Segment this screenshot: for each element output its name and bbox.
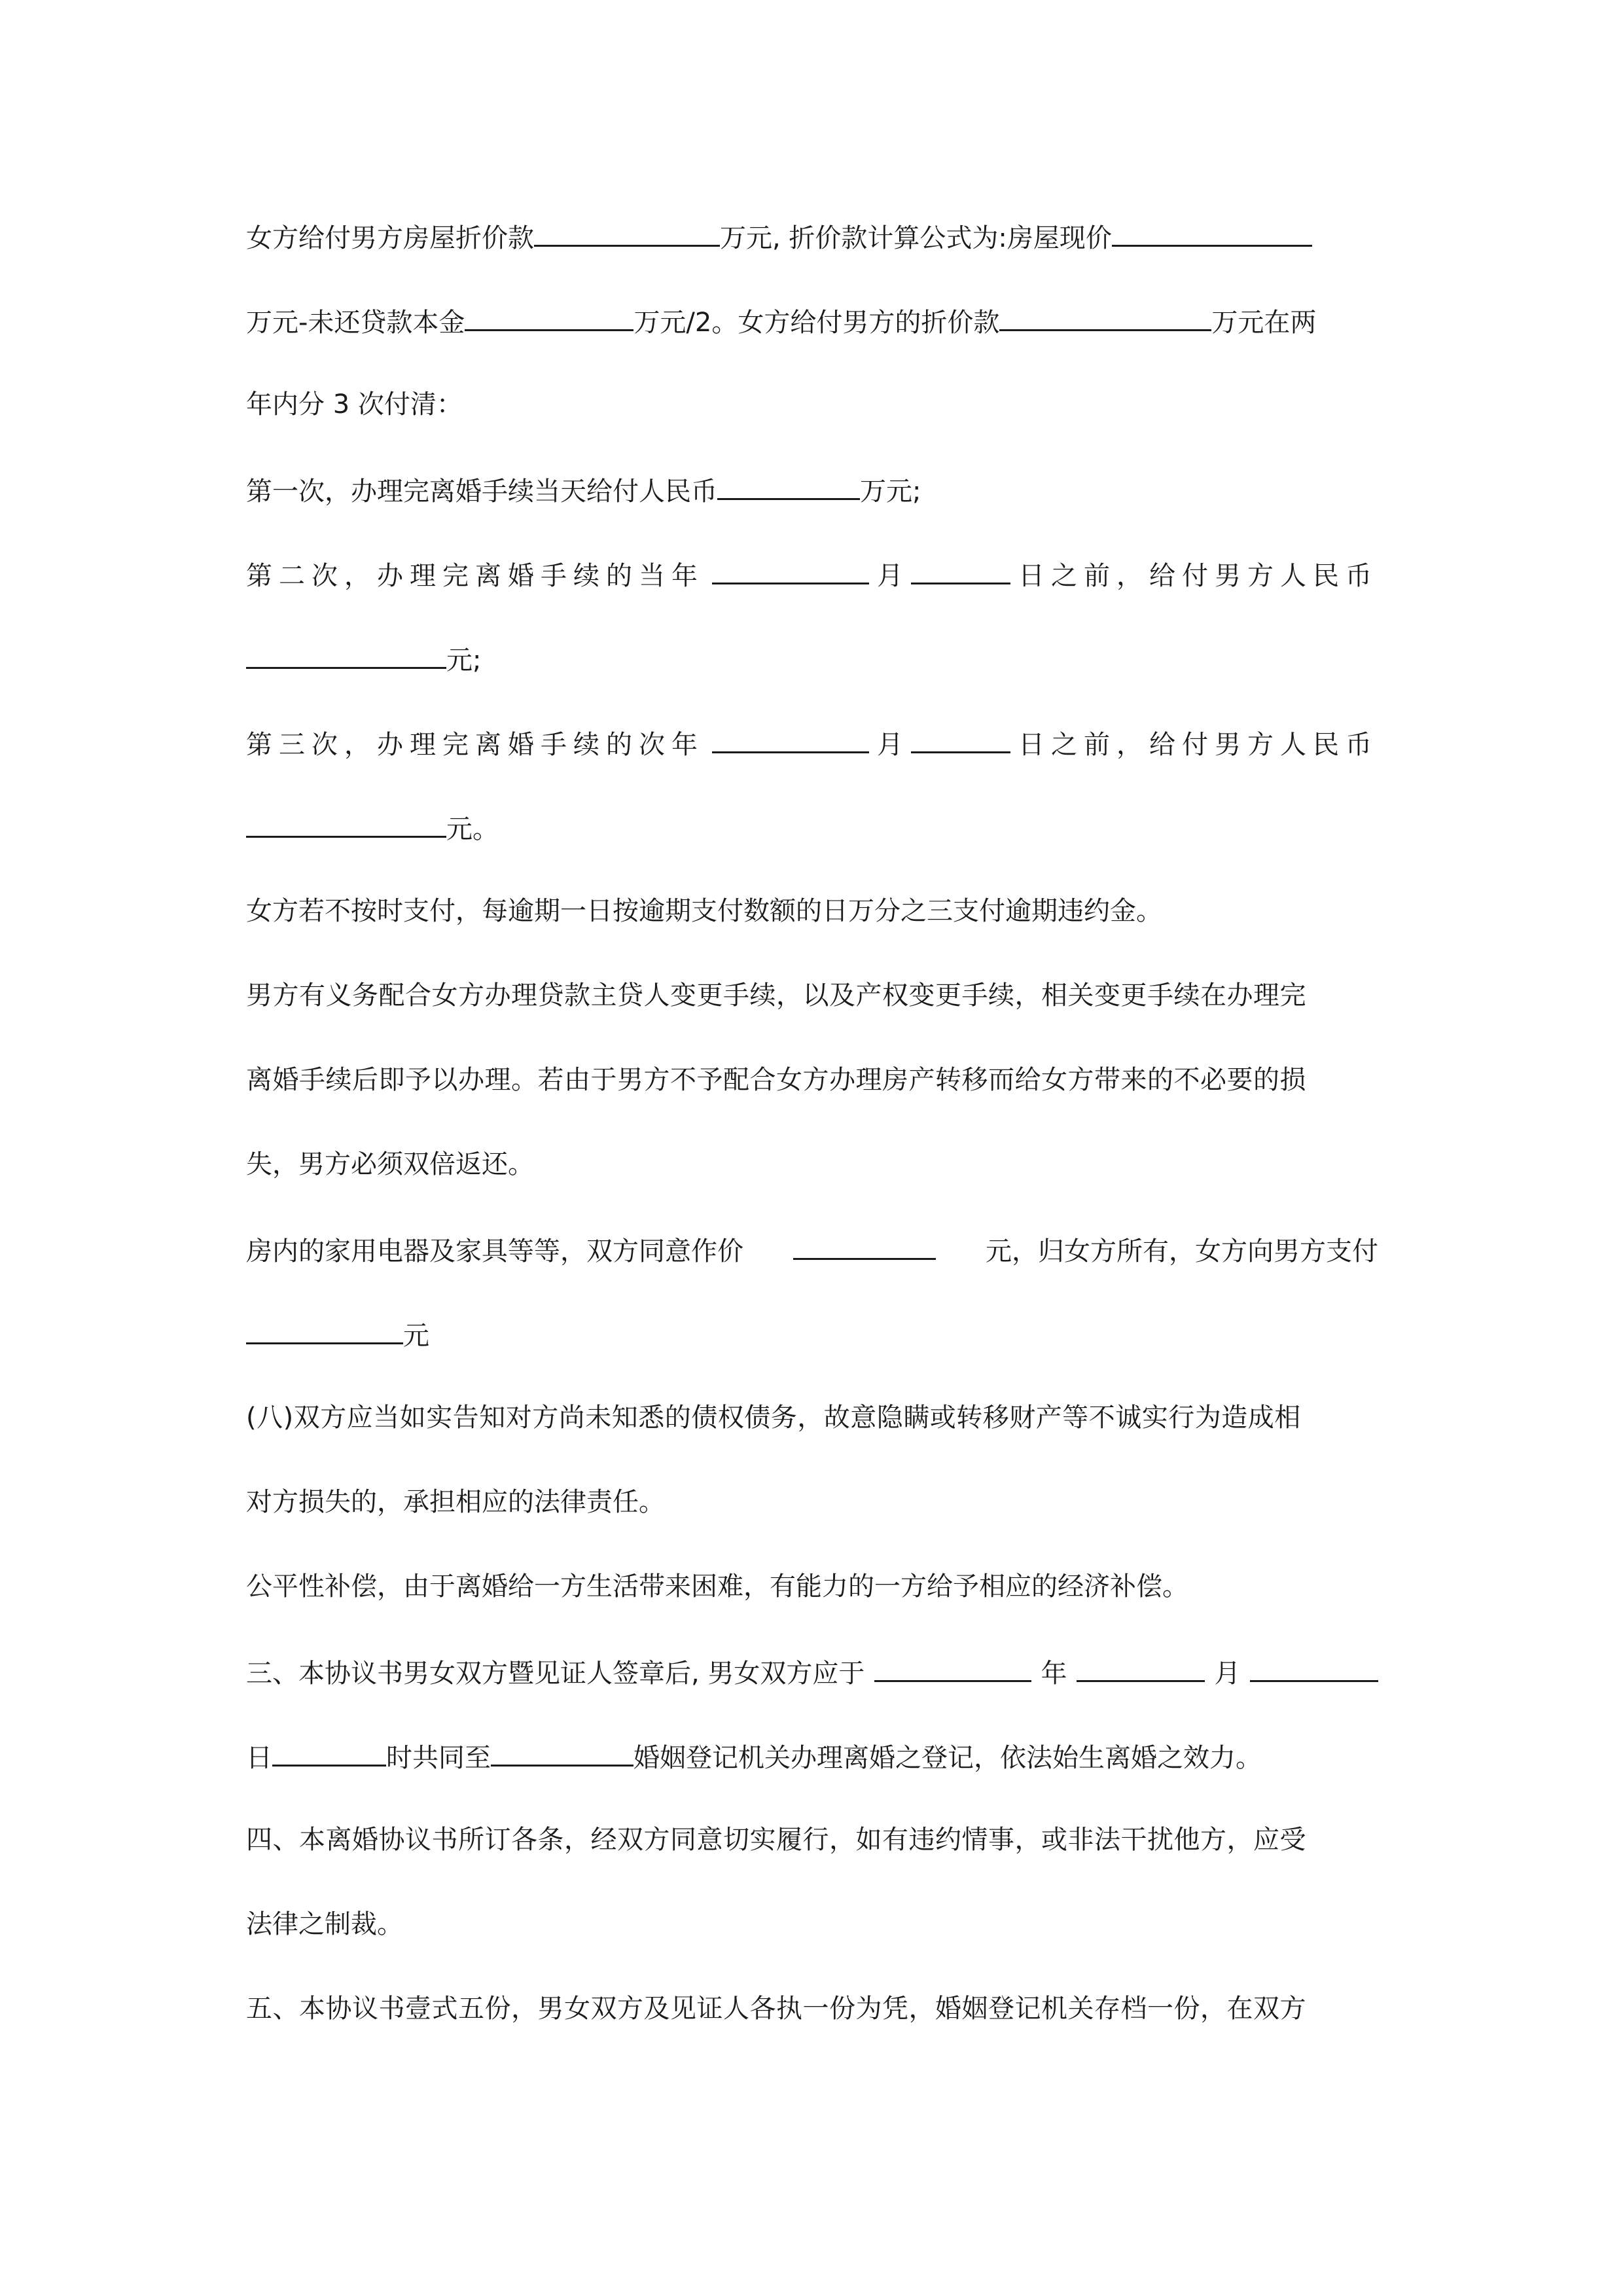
text-line-clause-three-cont — [246, 1736, 1262, 1775]
blank-field-unpaid-loan[interactable] — [465, 300, 633, 331]
text-line-late-penalty — [246, 891, 1162, 931]
text-segment: 女方若不按时支付，每逾期一日按逾期支付数额的日万分之三支付逾期违约金。 — [246, 896, 1162, 926]
text-segment: 年 — [1041, 1659, 1067, 1689]
text-line-clause-three — [246, 1651, 1378, 1691]
text-segment: 日之前，给付男方人民币 — [1018, 561, 1378, 591]
text-segment: 三、本协议书男女双方暨见证人签章后, 男女双方应于 — [246, 1659, 865, 1689]
text-segment: 月 — [877, 561, 903, 591]
blank-field-third-payment-month[interactable] — [712, 723, 869, 753]
text-line-appliances-payment — [246, 1314, 429, 1353]
blank-field-registration-office[interactable] — [491, 1736, 633, 1767]
text-segment: 月 — [1214, 1659, 1241, 1689]
text-line-installments — [246, 385, 463, 424]
text-segment: (八)双方应当如实告知对方尚未知悉的债权债务，故意隐瞒或转移财产等不诚实行为造成相 — [246, 1403, 1301, 1433]
text-segment: 五、本协议书壹式五份，男女双方及见证人各执一份为凭，婚姻登记机关存档一份，在双方 — [246, 1994, 1306, 2024]
text-segment: 万元/2。女方给付男方的折价款 — [633, 308, 1000, 338]
text-segment: 万元; — [860, 476, 921, 507]
text-line-legal-liability — [246, 1482, 665, 1522]
blank-field-second-payment-amount[interactable] — [246, 638, 446, 669]
text-line-clause-five — [246, 1989, 1378, 2028]
text-line-male-obligation-cont — [246, 1060, 1378, 1100]
text-segment: 万元, 折价款计算公式为:房屋现价 — [720, 223, 1112, 253]
blank-field-registration-day[interactable] — [1250, 1651, 1378, 1682]
blank-field-appliances-payment[interactable] — [246, 1314, 403, 1344]
text-line-double-return — [246, 1145, 534, 1184]
text-line-discount-payment — [246, 216, 1312, 255]
blank-field-appliances-value[interactable] — [793, 1229, 936, 1260]
text-line-fair-compensation — [246, 1567, 1188, 1606]
text-segment: 元。 — [446, 814, 499, 844]
text-segment: 四、本离婚协议书所订各条，经双方同意切实履行，如有违约情事，或非法干扰他方，应受 — [246, 1825, 1306, 1855]
text-segment: 婚姻登记机关办理离婚之登记，依法始生离婚之效力。 — [633, 1743, 1262, 1773]
text-segment: 年内分 3 次付清： — [246, 389, 463, 420]
text-segment: 离婚手续后即予以办理。若由于男方不予配合女方办理房产转移而给女方带来的不必要的损 — [246, 1065, 1306, 1095]
blank-field-registration-month[interactable] — [1077, 1651, 1205, 1682]
text-segment: 万元在两 — [1211, 308, 1317, 338]
blank-field-registration-year[interactable] — [874, 1651, 1031, 1682]
blank-field-discount-total[interactable] — [999, 300, 1211, 331]
text-segment: 元 — [403, 1321, 429, 1351]
text-segment: 万元-未还贷款本金 — [246, 308, 465, 338]
text-segment: 第三次，办理完离婚手续的次年 — [246, 730, 704, 760]
text-line-first-payment — [246, 469, 921, 509]
text-line-clause-four-cont — [246, 1905, 403, 1944]
text-line-debts-disclosure — [246, 1398, 1378, 1437]
text-segment: 元，归女方所有，女方向男方支付 — [986, 1236, 1378, 1266]
blank-field-house-current-price[interactable] — [1112, 216, 1312, 247]
blank-field-third-payment-day[interactable] — [911, 723, 1010, 753]
text-segment: 女方给付男方房屋折价款 — [246, 223, 534, 253]
text-segment: 时共同至 — [386, 1743, 491, 1773]
text-line-formula — [246, 300, 1316, 340]
text-segment: 房内的家用电器及家具等等，双方同意作价 — [246, 1236, 743, 1266]
text-segment: 元; — [446, 645, 482, 675]
text-segment: 对方损失的，承担相应的法律责任。 — [246, 1487, 665, 1517]
blank-field-discount-amount[interactable] — [534, 216, 720, 247]
text-line-male-obligation — [246, 976, 1378, 1015]
text-segment: 第一次，办理完离婚手续当天给付人民币 — [246, 476, 717, 507]
text-line-second-payment — [246, 554, 1378, 593]
text-segment: 第二次，办理完离婚手续的当年 — [246, 561, 704, 591]
text-segment: 失，男方必须双倍返还。 — [246, 1149, 534, 1179]
blank-field-second-payment-month[interactable] — [712, 554, 869, 584]
blank-field-first-payment-amount[interactable] — [717, 469, 860, 500]
blank-field-second-payment-day[interactable] — [911, 554, 1010, 584]
text-line-second-payment-amount — [246, 638, 481, 677]
blank-field-registration-hour[interactable] — [272, 1736, 386, 1767]
text-segment: 公平性补偿，由于离婚给一方生活带来困难，有能力的一方给予相应的经济补偿。 — [246, 1571, 1188, 1602]
text-line-third-payment — [246, 723, 1378, 762]
text-segment: 男方有义务配合女方办理贷款主贷人变更手续，以及产权变更手续，相关变更手续在办理完 — [246, 980, 1306, 1011]
text-line-appliances — [246, 1229, 1378, 1268]
blank-field-third-payment-amount[interactable] — [246, 807, 446, 838]
text-segment: 日之前，给付男方人民币 — [1018, 730, 1378, 760]
text-segment: 月 — [877, 730, 903, 760]
text-line-clause-four — [246, 1820, 1378, 1859]
text-segment: 日 — [246, 1743, 272, 1773]
text-line-third-payment-amount — [246, 807, 499, 846]
text-segment: 法律之制裁。 — [246, 1909, 403, 1939]
